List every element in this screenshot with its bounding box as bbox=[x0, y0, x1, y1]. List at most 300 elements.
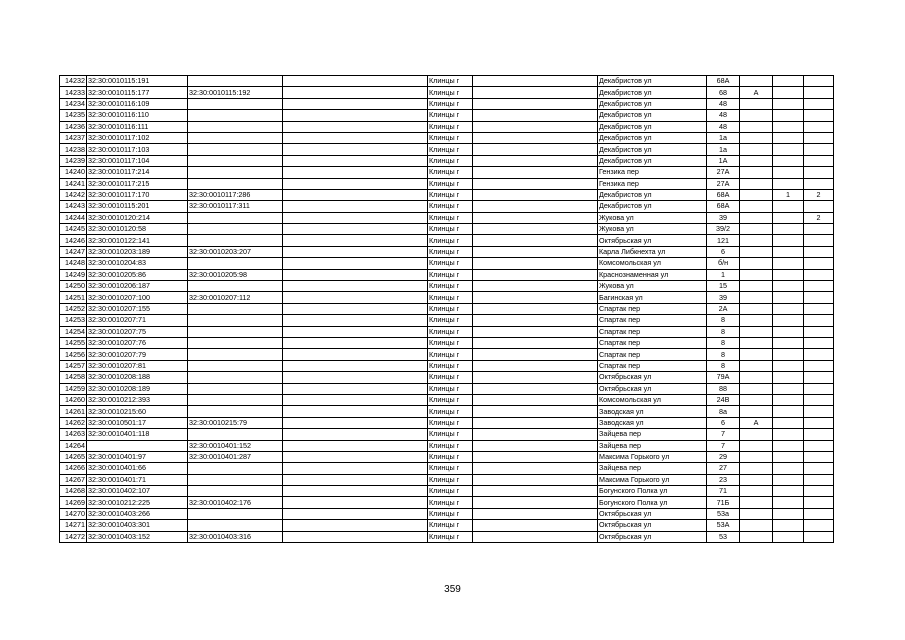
city-cell: Клинцы г bbox=[428, 429, 473, 440]
linked-cadastral-number-cell bbox=[188, 474, 283, 485]
table-row bbox=[60, 372, 834, 383]
cadastral-number-cell: 32:30:0010115:191 bbox=[87, 76, 188, 87]
house-number-cell: 1А bbox=[707, 155, 740, 166]
house-number-cell: 15 bbox=[707, 281, 740, 292]
linked-cadastral-number-cell: 32:30:0010403:316 bbox=[188, 531, 283, 542]
blank-cell bbox=[283, 110, 428, 121]
street-cell: Октябрьская ул bbox=[598, 372, 707, 383]
extra-cell bbox=[804, 235, 834, 246]
extra-cell bbox=[773, 121, 804, 132]
cadastral-number-cell: 32:30:0010116:110 bbox=[87, 110, 188, 121]
row-number-cell: 14256 bbox=[60, 349, 87, 360]
letter-cell bbox=[740, 132, 773, 143]
blank-cell bbox=[473, 76, 598, 87]
cadastral-number-cell: 32:30:0010115:177 bbox=[87, 87, 188, 98]
linked-cadastral-number-cell bbox=[188, 337, 283, 348]
row-number-cell: 14249 bbox=[60, 269, 87, 280]
cadastral-number-cell: 32:30:0010401:71 bbox=[87, 474, 188, 485]
extra-cell bbox=[804, 451, 834, 462]
extra-cell bbox=[804, 269, 834, 280]
street-cell: Декабристов ул bbox=[598, 144, 707, 155]
cadastral-number-cell: 32:30:0010120:58 bbox=[87, 224, 188, 235]
cadastral-number-cell bbox=[87, 440, 188, 451]
street-cell: Зайцева пер bbox=[598, 429, 707, 440]
blank-cell bbox=[473, 87, 598, 98]
street-cell: Декабристов ул bbox=[598, 87, 707, 98]
blank-cell bbox=[283, 429, 428, 440]
row-number-cell: 14253 bbox=[60, 315, 87, 326]
extra-cell bbox=[773, 144, 804, 155]
row-number-cell: 14240 bbox=[60, 167, 87, 178]
street-cell: Багинская ул bbox=[598, 292, 707, 303]
extra-cell bbox=[804, 76, 834, 87]
extra-cell bbox=[804, 383, 834, 394]
extra-cell bbox=[804, 326, 834, 337]
house-number-cell: 71Б bbox=[707, 497, 740, 508]
blank-cell bbox=[283, 372, 428, 383]
extra-cell bbox=[804, 474, 834, 485]
city-cell: Клинцы г bbox=[428, 326, 473, 337]
house-number-cell: 27 bbox=[707, 463, 740, 474]
linked-cadastral-number-cell bbox=[188, 167, 283, 178]
cadastral-number-cell: 32:30:0010122:141 bbox=[87, 235, 188, 246]
row-number-cell: 14260 bbox=[60, 394, 87, 405]
table-row bbox=[60, 189, 834, 200]
extra-cell bbox=[773, 520, 804, 531]
table-row bbox=[60, 417, 834, 428]
letter-cell bbox=[740, 235, 773, 246]
linked-cadastral-number-cell bbox=[188, 178, 283, 189]
house-number-cell: 1а bbox=[707, 144, 740, 155]
cadastral-number-cell: 32:30:0010403:266 bbox=[87, 508, 188, 519]
house-number-cell: 39 bbox=[707, 292, 740, 303]
letter-cell bbox=[740, 110, 773, 121]
letter-cell bbox=[740, 167, 773, 178]
table-row bbox=[60, 474, 834, 485]
letter-cell bbox=[740, 246, 773, 257]
extra-cell bbox=[773, 303, 804, 314]
street-cell: Комсомольская ул bbox=[598, 258, 707, 269]
city-cell: Клинцы г bbox=[428, 144, 473, 155]
city-cell: Клинцы г bbox=[428, 246, 473, 257]
street-cell: Богунского Полка ул bbox=[598, 497, 707, 508]
city-cell: Клинцы г bbox=[428, 178, 473, 189]
blank-cell bbox=[473, 486, 598, 497]
extra-cell bbox=[773, 451, 804, 462]
house-number-cell: 53А bbox=[707, 520, 740, 531]
city-cell: Клинцы г bbox=[428, 440, 473, 451]
extra-cell bbox=[773, 360, 804, 371]
blank-cell bbox=[473, 201, 598, 212]
city-cell: Клинцы г bbox=[428, 155, 473, 166]
city-cell: Клинцы г bbox=[428, 269, 473, 280]
blank-cell bbox=[283, 474, 428, 485]
city-cell: Клинцы г bbox=[428, 212, 473, 223]
linked-cadastral-number-cell bbox=[188, 212, 283, 223]
blank-cell bbox=[283, 531, 428, 542]
city-cell: Клинцы г bbox=[428, 383, 473, 394]
cadastral-number-cell: 32:30:0010206:187 bbox=[87, 281, 188, 292]
blank-cell bbox=[283, 326, 428, 337]
linked-cadastral-number-cell bbox=[188, 110, 283, 121]
extra-cell bbox=[773, 474, 804, 485]
letter-cell bbox=[740, 531, 773, 542]
blank-cell bbox=[473, 508, 598, 519]
table-row bbox=[60, 76, 834, 87]
table-row bbox=[60, 224, 834, 235]
blank-cell bbox=[283, 520, 428, 531]
house-number-cell: 48 bbox=[707, 121, 740, 132]
house-number-cell: 24В bbox=[707, 394, 740, 405]
page-number: 359 bbox=[444, 584, 461, 595]
linked-cadastral-number-cell bbox=[188, 155, 283, 166]
table-row bbox=[60, 486, 834, 497]
letter-cell bbox=[740, 497, 773, 508]
table-row bbox=[60, 531, 834, 542]
letter-cell bbox=[740, 349, 773, 360]
extra-cell bbox=[773, 372, 804, 383]
extra-cell bbox=[804, 406, 834, 417]
blank-cell bbox=[283, 87, 428, 98]
blank-cell bbox=[473, 269, 598, 280]
blank-cell bbox=[283, 224, 428, 235]
house-number-cell: 2А bbox=[707, 303, 740, 314]
cadastral-number-cell: 32:30:0010208:189 bbox=[87, 383, 188, 394]
cadastral-number-cell: 32:30:0010501:17 bbox=[87, 417, 188, 428]
blank-cell bbox=[473, 155, 598, 166]
row-number-cell: 14235 bbox=[60, 110, 87, 121]
cadastral-number-cell: 32:30:0010207:75 bbox=[87, 326, 188, 337]
extra-cell bbox=[804, 520, 834, 531]
city-cell: Клинцы г bbox=[428, 474, 473, 485]
linked-cadastral-number-cell: 32:30:0010115:192 bbox=[188, 87, 283, 98]
blank-cell bbox=[473, 246, 598, 257]
table-row bbox=[60, 394, 834, 405]
blank-cell bbox=[283, 246, 428, 257]
letter-cell bbox=[740, 98, 773, 109]
city-cell: Клинцы г bbox=[428, 360, 473, 371]
table-row bbox=[60, 383, 834, 394]
blank-cell bbox=[283, 349, 428, 360]
row-number-cell: 14234 bbox=[60, 98, 87, 109]
blank-cell bbox=[283, 76, 428, 87]
row-number-cell: 14264 bbox=[60, 440, 87, 451]
blank-cell bbox=[473, 429, 598, 440]
house-number-cell: 8а bbox=[707, 406, 740, 417]
blank-cell bbox=[473, 326, 598, 337]
blank-cell bbox=[283, 121, 428, 132]
row-number-cell: 14236 bbox=[60, 121, 87, 132]
table-row bbox=[60, 201, 834, 212]
linked-cadastral-number-cell bbox=[188, 372, 283, 383]
city-cell: Клинцы г bbox=[428, 417, 473, 428]
city-cell: Клинцы г bbox=[428, 372, 473, 383]
city-cell: Клинцы г bbox=[428, 235, 473, 246]
linked-cadastral-number-cell bbox=[188, 76, 283, 87]
letter-cell bbox=[740, 520, 773, 531]
letter-cell bbox=[740, 508, 773, 519]
blank-cell bbox=[473, 110, 598, 121]
extra-cell bbox=[804, 201, 834, 212]
table-row bbox=[60, 497, 834, 508]
extra-cell bbox=[804, 110, 834, 121]
extra-cell bbox=[804, 292, 834, 303]
blank-cell bbox=[283, 281, 428, 292]
blank-cell bbox=[473, 132, 598, 143]
house-number-cell: 6 bbox=[707, 246, 740, 257]
extra-cell bbox=[804, 224, 834, 235]
street-cell: Зайцева пер bbox=[598, 463, 707, 474]
extra-cell bbox=[773, 235, 804, 246]
table-row bbox=[60, 246, 834, 257]
row-number-cell: 14246 bbox=[60, 235, 87, 246]
linked-cadastral-number-cell bbox=[188, 132, 283, 143]
table-row bbox=[60, 121, 834, 132]
blank-cell bbox=[473, 303, 598, 314]
city-cell: Клинцы г bbox=[428, 110, 473, 121]
extra-cell bbox=[773, 497, 804, 508]
house-number-cell: 48 bbox=[707, 98, 740, 109]
blank-cell bbox=[283, 451, 428, 462]
linked-cadastral-number-cell bbox=[188, 121, 283, 132]
street-cell: Зайцева пер bbox=[598, 440, 707, 451]
table-row bbox=[60, 360, 834, 371]
extra-cell bbox=[773, 315, 804, 326]
extra-cell bbox=[773, 417, 804, 428]
table-row bbox=[60, 451, 834, 462]
house-number-cell: 8 bbox=[707, 337, 740, 348]
city-cell: Клинцы г bbox=[428, 531, 473, 542]
cadastral-number-cell: 32:30:0010117:215 bbox=[87, 178, 188, 189]
extra-cell bbox=[804, 281, 834, 292]
blank-cell bbox=[473, 224, 598, 235]
street-cell: Декабристов ул bbox=[598, 110, 707, 121]
extra-cell bbox=[773, 167, 804, 178]
extra-cell bbox=[773, 224, 804, 235]
extra-cell bbox=[804, 87, 834, 98]
city-cell: Клинцы г bbox=[428, 258, 473, 269]
linked-cadastral-number-cell bbox=[188, 235, 283, 246]
table-row bbox=[60, 155, 834, 166]
cadastral-number-cell: 32:30:0010203:189 bbox=[87, 246, 188, 257]
extra-cell bbox=[804, 417, 834, 428]
city-cell: Клинцы г bbox=[428, 167, 473, 178]
table-row bbox=[60, 337, 834, 348]
table-row bbox=[60, 281, 834, 292]
house-number-cell: 8 bbox=[707, 315, 740, 326]
table-row bbox=[60, 463, 834, 474]
street-cell: Октябрьская ул bbox=[598, 520, 707, 531]
city-cell: Клинцы г bbox=[428, 98, 473, 109]
street-cell: Максима Горького ул bbox=[598, 474, 707, 485]
linked-cadastral-number-cell bbox=[188, 508, 283, 519]
extra-cell: 2 bbox=[804, 212, 834, 223]
extra-cell bbox=[773, 463, 804, 474]
row-number-cell: 14243 bbox=[60, 201, 87, 212]
extra-cell bbox=[804, 246, 834, 257]
blank-cell bbox=[473, 531, 598, 542]
city-cell: Клинцы г bbox=[428, 315, 473, 326]
linked-cadastral-number-cell: 32:30:0010401:152 bbox=[188, 440, 283, 451]
cadastral-number-cell: 32:30:0010116:111 bbox=[87, 121, 188, 132]
table-row bbox=[60, 520, 834, 531]
cadastral-number-cell: 32:30:0010207:100 bbox=[87, 292, 188, 303]
row-number-cell: 14258 bbox=[60, 372, 87, 383]
linked-cadastral-number-cell bbox=[188, 224, 283, 235]
street-cell: Октябрьская ул bbox=[598, 383, 707, 394]
extra-cell bbox=[804, 178, 834, 189]
street-cell: Декабристов ул bbox=[598, 98, 707, 109]
extra-cell bbox=[773, 281, 804, 292]
house-number-cell: 68А bbox=[707, 76, 740, 87]
cadastral-number-cell: 32:30:0010115:201 bbox=[87, 201, 188, 212]
house-number-cell: 68А bbox=[707, 189, 740, 200]
city-cell: Клинцы г bbox=[428, 189, 473, 200]
table-row bbox=[60, 212, 834, 223]
blank-cell bbox=[473, 406, 598, 417]
table-row bbox=[60, 178, 834, 189]
cadastral-number-cell: 32:30:0010207:71 bbox=[87, 315, 188, 326]
city-cell: Клинцы г bbox=[428, 281, 473, 292]
row-number-cell: 14268 bbox=[60, 486, 87, 497]
house-number-cell: 7 bbox=[707, 440, 740, 451]
house-number-cell: 53 bbox=[707, 531, 740, 542]
cadastral-number-cell: 32:30:0010401:97 bbox=[87, 451, 188, 462]
letter-cell: А bbox=[740, 417, 773, 428]
street-cell: Богунского Полка ул bbox=[598, 486, 707, 497]
table-row bbox=[60, 303, 834, 314]
linked-cadastral-number-cell bbox=[188, 406, 283, 417]
row-number-cell: 14266 bbox=[60, 463, 87, 474]
extra-cell bbox=[804, 360, 834, 371]
extra-cell bbox=[804, 303, 834, 314]
street-cell: Декабристов ул bbox=[598, 201, 707, 212]
extra-cell bbox=[804, 337, 834, 348]
house-number-cell: 6 bbox=[707, 417, 740, 428]
row-number-cell: 14239 bbox=[60, 155, 87, 166]
extra-cell bbox=[804, 258, 834, 269]
street-cell: Максима Горького ул bbox=[598, 451, 707, 462]
cadastral-number-cell: 32:30:0010403:152 bbox=[87, 531, 188, 542]
blank-cell bbox=[473, 383, 598, 394]
extra-cell bbox=[773, 337, 804, 348]
extra-cell: 2 bbox=[804, 189, 834, 200]
blank-cell bbox=[473, 178, 598, 189]
street-cell: Гензика пер bbox=[598, 178, 707, 189]
cadastral-number-cell: 32:30:0010117:170 bbox=[87, 189, 188, 200]
blank-cell bbox=[283, 201, 428, 212]
linked-cadastral-number-cell: 32:30:0010117:286 bbox=[188, 189, 283, 200]
street-cell: Декабристов ул bbox=[598, 155, 707, 166]
house-number-cell: 27А bbox=[707, 178, 740, 189]
blank-cell bbox=[283, 144, 428, 155]
city-cell: Клинцы г bbox=[428, 497, 473, 508]
city-cell: Клинцы г bbox=[428, 303, 473, 314]
blank-cell bbox=[473, 212, 598, 223]
street-cell: Спартак пер bbox=[598, 349, 707, 360]
table-row bbox=[60, 87, 834, 98]
table-body bbox=[60, 76, 834, 543]
extra-cell bbox=[773, 258, 804, 269]
city-cell: Клинцы г bbox=[428, 349, 473, 360]
cadastral-number-cell: 32:30:0010207:79 bbox=[87, 349, 188, 360]
linked-cadastral-number-cell bbox=[188, 520, 283, 531]
street-cell: Спартак пер bbox=[598, 326, 707, 337]
linked-cadastral-number-cell: 32:30:0010117:311 bbox=[188, 201, 283, 212]
row-number-cell: 14252 bbox=[60, 303, 87, 314]
blank-cell bbox=[283, 98, 428, 109]
table-row bbox=[60, 429, 834, 440]
table-row bbox=[60, 110, 834, 121]
row-number-cell: 14244 bbox=[60, 212, 87, 223]
blank-cell bbox=[283, 167, 428, 178]
table-row bbox=[60, 98, 834, 109]
row-number-cell: 14233 bbox=[60, 87, 87, 98]
blank-cell bbox=[283, 383, 428, 394]
blank-cell bbox=[283, 508, 428, 519]
linked-cadastral-number-cell bbox=[188, 98, 283, 109]
blank-cell bbox=[283, 189, 428, 200]
linked-cadastral-number-cell bbox=[188, 281, 283, 292]
street-cell: Октябрьская ул bbox=[598, 235, 707, 246]
extra-cell bbox=[773, 292, 804, 303]
house-number-cell: 88 bbox=[707, 383, 740, 394]
linked-cadastral-number-cell: 32:30:0010207:112 bbox=[188, 292, 283, 303]
letter-cell bbox=[740, 144, 773, 155]
letter-cell bbox=[740, 406, 773, 417]
blank-cell bbox=[473, 337, 598, 348]
blank-cell bbox=[283, 497, 428, 508]
blank-cell bbox=[283, 417, 428, 428]
blank-cell bbox=[283, 440, 428, 451]
table-row bbox=[60, 258, 834, 269]
blank-cell bbox=[473, 121, 598, 132]
house-number-cell: 39 bbox=[707, 212, 740, 223]
blank-cell bbox=[473, 463, 598, 474]
street-cell: Декабристов ул bbox=[598, 132, 707, 143]
letter-cell bbox=[740, 281, 773, 292]
blank-cell bbox=[473, 144, 598, 155]
linked-cadastral-number-cell bbox=[188, 303, 283, 314]
street-cell: Жукова ул bbox=[598, 281, 707, 292]
blank-cell bbox=[283, 258, 428, 269]
house-number-cell: 68 bbox=[707, 87, 740, 98]
extra-cell bbox=[804, 98, 834, 109]
row-number-cell: 14272 bbox=[60, 531, 87, 542]
linked-cadastral-number-cell: 32:30:0010401:287 bbox=[188, 451, 283, 462]
street-cell: Октябрьская ул bbox=[598, 531, 707, 542]
cadastral-number-cell: 32:30:0010117:102 bbox=[87, 132, 188, 143]
letter-cell bbox=[740, 269, 773, 280]
blank-cell bbox=[283, 394, 428, 405]
street-cell: Спартак пер bbox=[598, 315, 707, 326]
letter-cell bbox=[740, 360, 773, 371]
row-number-cell: 14251 bbox=[60, 292, 87, 303]
row-number-cell: 14245 bbox=[60, 224, 87, 235]
city-cell: Клинцы г bbox=[428, 486, 473, 497]
table-row bbox=[60, 167, 834, 178]
row-number-cell: 14247 bbox=[60, 246, 87, 257]
blank-cell bbox=[473, 98, 598, 109]
letter-cell bbox=[740, 178, 773, 189]
letter-cell bbox=[740, 155, 773, 166]
street-cell: Гензика пер bbox=[598, 167, 707, 178]
street-cell: Спартак пер bbox=[598, 303, 707, 314]
linked-cadastral-number-cell bbox=[188, 394, 283, 405]
row-number-cell: 14261 bbox=[60, 406, 87, 417]
cadastral-number-cell: 32:30:0010117:104 bbox=[87, 155, 188, 166]
table-row bbox=[60, 315, 834, 326]
